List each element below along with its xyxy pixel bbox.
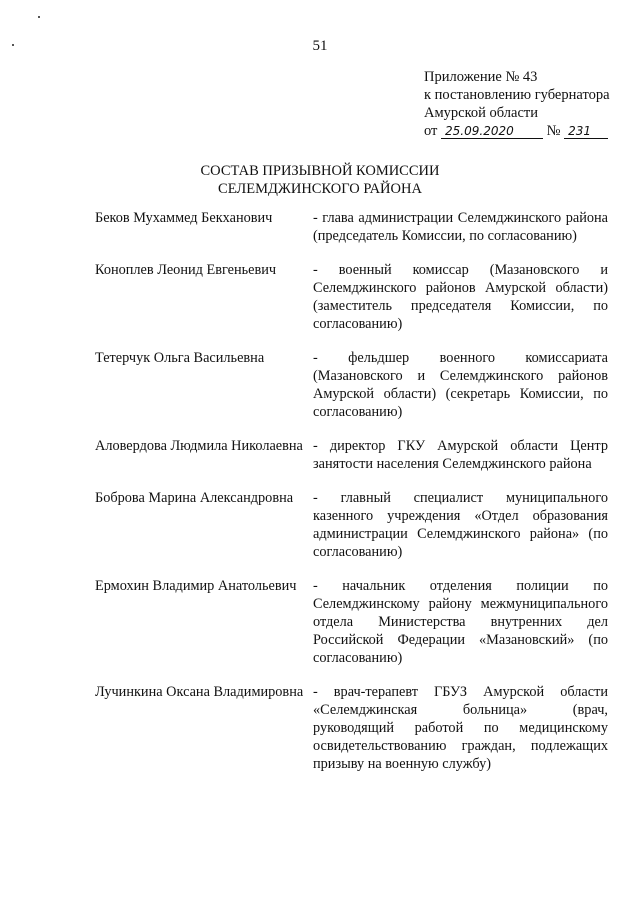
title-line-1: СОСТАВ ПРИЗЫВНОЙ КОМИССИИ bbox=[200, 163, 440, 179]
annex-block bbox=[424, 68, 610, 140]
member-row bbox=[95, 683, 615, 773]
page-number: 51 bbox=[312, 38, 328, 54]
member-row bbox=[95, 577, 615, 667]
annex-title: Приложение № 43 bbox=[424, 69, 538, 85]
member-row bbox=[95, 489, 615, 561]
member-role: - начальник отделения полиции по Селемджинскому району межмуниципального отдела Министерства внутренних дел Российской Федерации «Мазановский» (по согласованию) bbox=[313, 578, 608, 666]
number-prefix: № bbox=[546, 123, 561, 139]
handwritten-number: 231 bbox=[564, 124, 608, 139]
member-row bbox=[95, 209, 615, 245]
member-name: Коноплев Леонид Евгеньевич bbox=[95, 262, 277, 278]
annex-date-line bbox=[424, 122, 610, 140]
annex-region: Амурской области bbox=[424, 105, 538, 121]
member-name: Боброва Марина Александровна bbox=[95, 490, 294, 506]
date-prefix: от bbox=[424, 123, 438, 139]
member-role: - глава администрации Селемджинского района (председатель Комиссии, по согласованию) bbox=[313, 210, 608, 244]
document-title bbox=[0, 162, 640, 198]
member-row bbox=[95, 437, 615, 473]
member-role: - директор ГКУ Амурской области Центр занятости населения Селемджинского района bbox=[313, 438, 608, 472]
commission-members-list bbox=[95, 209, 615, 773]
member-row bbox=[95, 261, 615, 333]
member-name: Беков Мухаммед Бекханович bbox=[95, 210, 273, 226]
title-line-2: СЕЛЕМДЖИНСКОГО РАЙОНА bbox=[218, 181, 422, 197]
member-role: - военный комиссар (Мазановского и Селемджинского районов Амурской области) (заместитель председателя Комиссии, по согласованию) bbox=[313, 262, 608, 332]
member-name: Аловердова Людмила Николаевна bbox=[95, 438, 303, 454]
member-name: Тетерчук Ольга Васильевна bbox=[95, 350, 265, 366]
handwritten-date: 25.09.2020 bbox=[441, 124, 543, 139]
member-name: Лучинкина Оксана Владимировна bbox=[95, 684, 304, 700]
member-role: - врач-терапевт ГБУЗ Амурской области «Селемджинская больница» (врач, руководящий работой по медицинскому освидетельствованию граждан, подлежащих призыву на военную службу) bbox=[313, 684, 608, 772]
member-row bbox=[95, 349, 615, 421]
member-role: - фельдшер военного комиссариата (Мазановского и Селемджинского районов Амурской области) (секретарь Комиссии, по согласованию) bbox=[313, 350, 608, 420]
scan-speck bbox=[38, 16, 40, 18]
annex-reference: к постановлению губернатора bbox=[424, 87, 610, 103]
member-role: - главный специалист муниципального казенного учреждения «Отдел образования администрации Селемджинского района» (по согласованию) bbox=[313, 490, 608, 560]
member-name: Ермохин Владимир Анатольевич bbox=[95, 578, 297, 594]
